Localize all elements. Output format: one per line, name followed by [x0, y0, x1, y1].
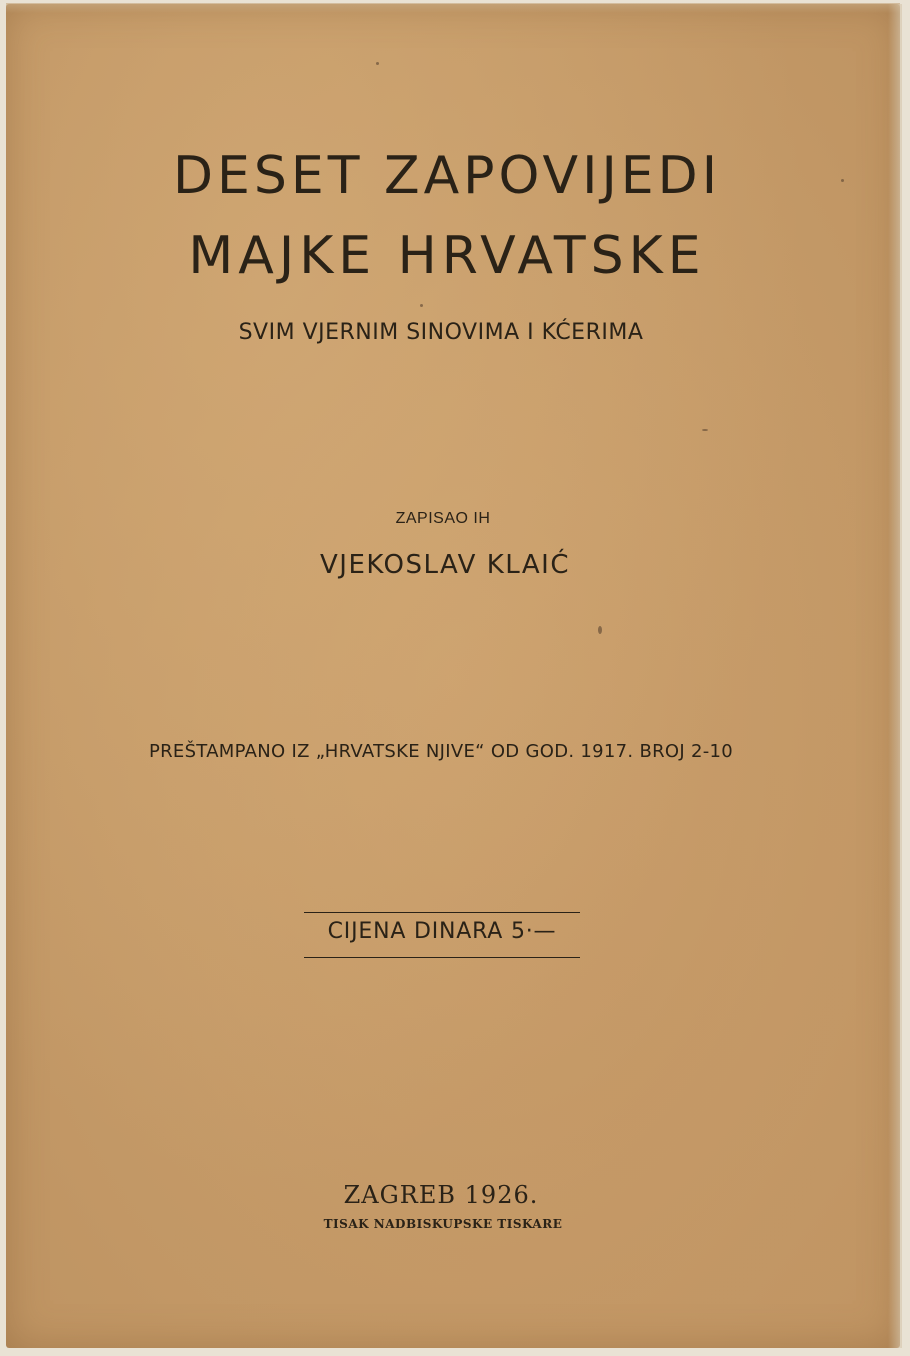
paper-speck [702, 429, 708, 431]
paper-speck [598, 626, 602, 634]
subtitle: SVIM VJERNIM SINOVIMA I KĆERIMA [238, 320, 644, 345]
price-label: CIJENA DINARA 5·— [327, 919, 557, 944]
place-year: ZAGREB 1926. [343, 1181, 539, 1209]
paper-top-edge [6, 3, 900, 13]
title-line-1: DESET ZAPOVIJEDI [172, 146, 722, 206]
author-name: VJEKOSLAV KLAIĆ [320, 550, 570, 580]
reprint-note: PREŠTAMPANO IZ „HRVATSKE NJIVE“ OD GOD. 1917. BROJ 2-10 [148, 741, 734, 762]
paper-speck [376, 62, 379, 65]
paper-speck [420, 304, 423, 307]
printer-line: TISAK NADBISKUPSKE TISKARE [323, 1217, 563, 1231]
book-cover [6, 4, 900, 1348]
by-label: ZAPISAO IH [395, 510, 491, 527]
title-line-2: MAJKE HRVATSKE [188, 226, 706, 286]
price-box [304, 912, 580, 958]
paper-speck [841, 179, 844, 182]
